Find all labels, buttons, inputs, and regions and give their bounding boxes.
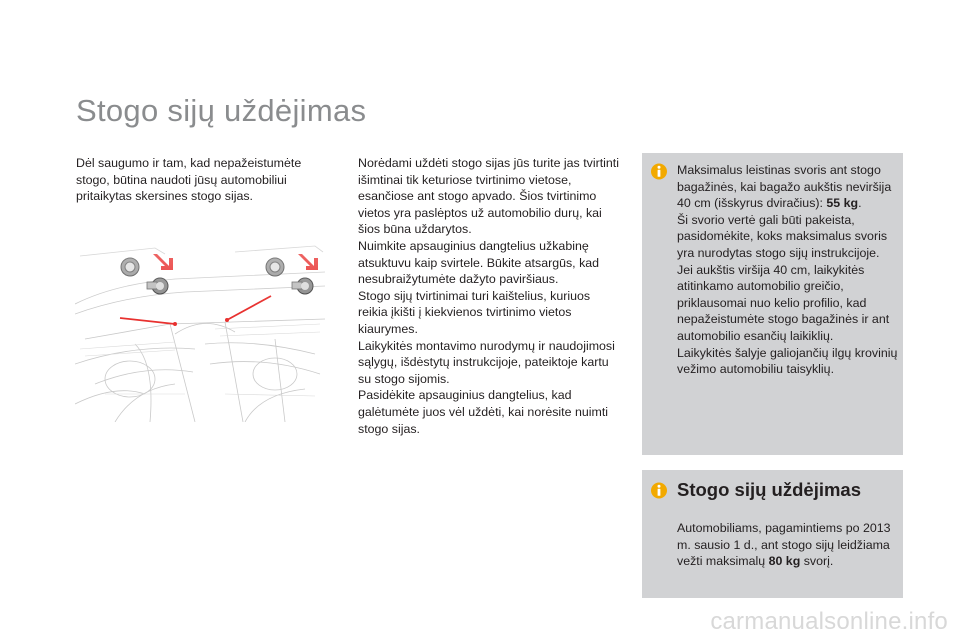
instruction-paragraph: Norėdami uždėti stogo sijas jūs turite jas tvirtinti išimtinai tik keturiose tvirtinimo vietose, esančiose ant stogo apvado. Šios tvirtinimo vietos yra paslėptos už automobilio durų, kai šios būna uždarytos. (358, 156, 619, 237)
max-weight-value: 80 kg (768, 554, 801, 569)
instruction-paragraph: Pasidėkite apsauginius dangtelius, kad galėtumėte juos vėl uždėti, kai norėsite nuimti stogo sijas. (358, 388, 609, 436)
info-text: svorį. (800, 554, 834, 569)
info-text: . (858, 196, 862, 211)
info-box-title: Stogo sijų uždėjimas (677, 479, 861, 500)
info-box-roof-bars (642, 470, 903, 598)
info-box-text (677, 162, 899, 378)
page-title: Stogo sijų uždėjimas (76, 93, 367, 128)
max-weight-value: 55 kg (826, 196, 859, 211)
watermark: carmanualsonline.info (710, 608, 948, 635)
info-icon (651, 482, 667, 499)
roof-mount-illustration (75, 244, 325, 422)
instruction-paragraph: Nuimkite apsauginius dangtelius užkabinę atsuktuvu kaip svirtele. Būkite atsargūs, kad nesubraižytumėte dažyto paviršiaus. (358, 238, 600, 287)
instructions-text (358, 155, 620, 437)
instruction-paragraph: Laikykitės montavimo nurodymų ir naudojimosi sąlygų, išdėstytų instrukcijoje, pateiktoje kartu su stogo sijomis. (358, 338, 615, 386)
instruction-paragraph: Stogo sijų tvirtinimai turi kaištelius, kuriuos reikia įkišti į kiekvienos tvirtinimo vietos kiaurymes. (358, 288, 591, 336)
info-line: Jei aukštis viršija 40 cm, laikykitės atitinkamo automobilio greičio, priklausomai nuo kelio profilio, kad nepažeistumėte stogo bagažinės ir ant automobilio esančių laikiklių. (677, 262, 890, 343)
info-line: Ši svorio vertė gali būti pakeista, pasidomėkite, koks maksimalus svoris yra nurodytas stogo sijų instrukcijoje. (677, 212, 888, 260)
info-box-text (677, 520, 899, 570)
info-line: Laikykitės šalyje galiojančių ilgų krovinių vežimo automobiliu taisyklių. (677, 345, 898, 377)
intro-text: Dėl saugumo ir tam, kad nepažeistumėte stogo, būtina naudoti jūsų automobiliui pritaikytas skersines stogo sijas. (76, 156, 302, 204)
info-box-weight (642, 153, 903, 455)
info-text: Maksimalus leistinas svoris ant stogo bagažinės, kai bagažo aukštis neviršija 40 cm (išskyrus dviračius): (677, 163, 892, 211)
info-text: Automobiliams, pagamintiems po 2013 m. sausio 1 d., ant stogo sijų leidžiama vežti maksimalų (677, 521, 891, 569)
info-icon (651, 163, 667, 180)
